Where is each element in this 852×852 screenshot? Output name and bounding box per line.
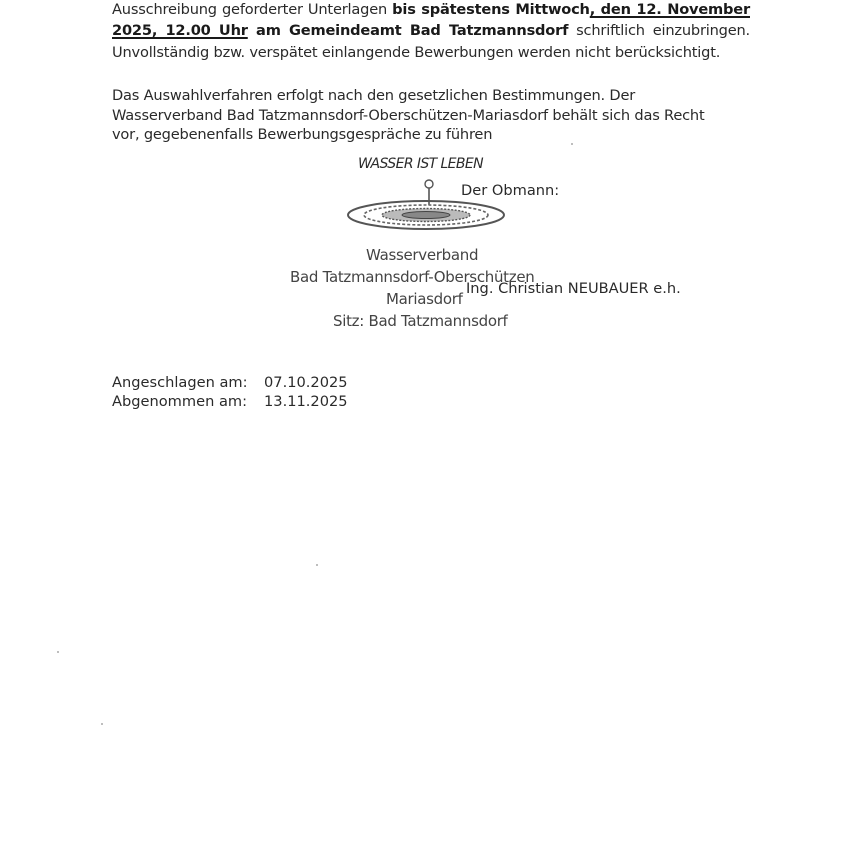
signatory-name: Ing. Christian NEUBAUER e.h.	[466, 280, 681, 297]
deadline-time: 2025, 12.00 Uhr	[112, 22, 248, 39]
text-plain: Ausschreibung geforderter Unterlagen	[112, 1, 393, 18]
posted-row	[112, 374, 348, 391]
scan-speck	[57, 651, 59, 653]
paragraph2-line2: Wasserverband Bad Tatzmannsdorf-Oberschützen-Mariasdorf behält sich das Recht	[112, 107, 705, 124]
signatory-role: Der Obmann:	[461, 182, 560, 199]
scan-speck	[316, 564, 318, 566]
stamp-motto: WASSER IST LEBEN	[358, 156, 484, 172]
removed-row	[112, 393, 348, 410]
paragraph1-line1	[112, 0, 750, 20]
paragraph1-line3: Unvollständig bzw. verspätet einlangende Bewerbungen werden nicht berücksichtigt.	[112, 44, 721, 61]
paragraph2-line1: Das Auswahlverfahren erfolgt nach den gesetzlichen Bestimmungen. Der	[112, 87, 636, 104]
posted-date: 07.10.2025	[264, 374, 348, 391]
stamp-line-seat: Sitz: Bad Tatzmannsdorf	[333, 312, 508, 330]
deadline-date: , den 12. November	[589, 1, 750, 18]
posted-label: Angeschlagen am:	[112, 374, 248, 391]
stamp-line-towns: Bad Tatzmannsdorf-Oberschützen	[290, 268, 535, 286]
scan-speck	[571, 143, 573, 145]
scan-speck	[101, 723, 103, 725]
paragraph2-line3: vor, gegebenenfalls Bewerbungsgespräche zu führen	[112, 126, 493, 143]
stamp-line-mariasdorf: Mariasdorf	[386, 290, 463, 308]
removed-label: Abgenommen am:	[112, 393, 248, 410]
deadline-bold: bis spätestens Mittwoch	[392, 1, 590, 18]
text-plain: schriftlich einzubringen.	[568, 22, 750, 39]
paragraph1-line2	[112, 21, 750, 41]
submission-location: am Gemeindeamt Bad Tatzmannsdorf	[247, 22, 569, 39]
stamp-line-association: Wasserverband	[366, 246, 479, 264]
removed-date: 13.11.2025	[264, 393, 348, 410]
